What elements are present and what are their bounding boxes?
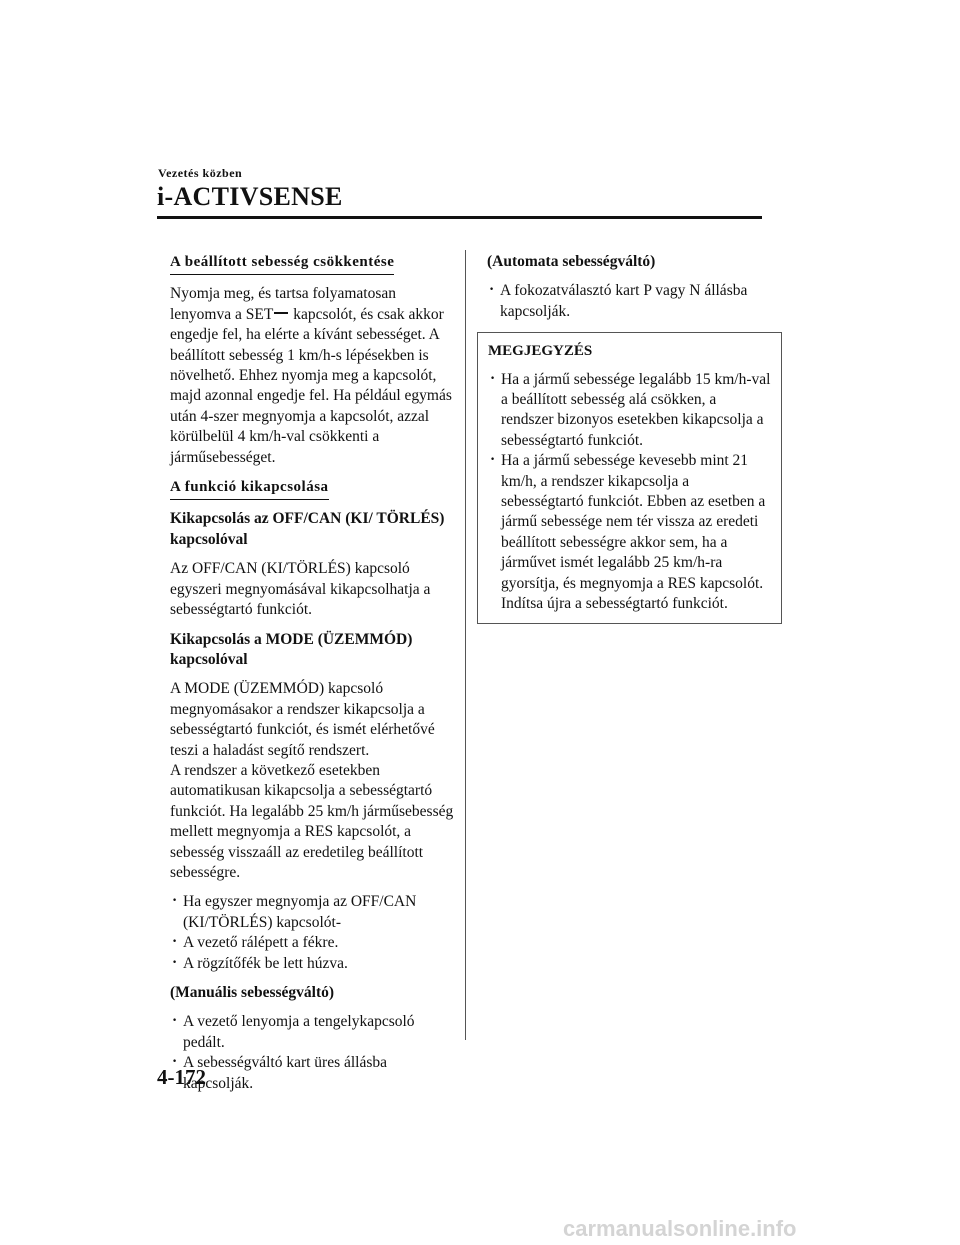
bullet-list-conditions (170, 892, 455, 974)
paragraph-reduce-speed-part2: kapcsolót, és csak akkor engedje fel, ha elérte a kívánt sebességet. A beállított sebesség 1 km/h-s lépésekben is növelhető. Ehhez nyomja meg a kapcsolót, majd azonnal engedje fel. Ha például egymás után 4-szer megnyomja a kapcsolót, azzal körülbelül 4 km/h-val csökkenti a járműsebességet. (170, 305, 452, 466)
paragraph-auto-disable: A rendszer a következő esetekben automatikusan kikapcsolja a sebességtartó funkciót. Ha legalább 25 km/h járműsebesség mellett megnyomja a RES kapcsolót, a sebesség visszaáll az eredetileg beállított sebességre. (170, 761, 454, 881)
paragraph-off-can: Az OFF/CAN (KI/TÖRLÉS) kapcsoló egyszeri megnyomásával kikapcsolhatja a sebességtartó funkciót. (170, 560, 431, 619)
page-number: 4-172 (157, 1065, 206, 1089)
paragraph-mode (170, 679, 455, 883)
section-title: i-ACTIVSENSE (157, 182, 343, 211)
list-item: · A rögzítőfék be lett húzva. (170, 954, 455, 974)
heading-disable-function: A funkció kikapcsolása (170, 477, 329, 500)
paragraph-reduce-speed (170, 284, 455, 468)
paragraph-reduce-speed-part1: Nyomja meg, és tartsa folyamatosan lenyomva a SET (170, 285, 396, 323)
bullet-list-manual (170, 1012, 455, 1094)
left-column (170, 252, 455, 1103)
bullet-list-automatic (487, 281, 762, 322)
list-item: · A vezető rálépett a fékre. (170, 933, 455, 953)
list-item: · A sebességváltó kart üres állásba kapcsolják. (170, 1053, 455, 1094)
paragraph-mode-text: A MODE (ÜZEMMÓD) kapcsoló megnyomásakor a rendszer kikapcsolja a sebességtartó funkciót, és ismét elérhetővé teszi a haladást segítő rendszert. (170, 680, 435, 759)
note-item: · Ha a jármű sebessége kevesebb mint 21 km/h, a rendszer kikapcsolja a sebességtartó funkciót. Ebben az esetben a jármű sebessége nem tér vissza az eredeti beállított sebességre akkor sem, ha a járművet ismét legalább 25 km/h-ra gyorsítja, és megnyomja a RES kapcsolót. Indítsa újra a sebességtartó funkciót. (488, 451, 771, 614)
list-item: · Ha egyszer megnyomja az OFF/CAN (KI/TÖRLÉS) kapcsolót- (170, 892, 455, 933)
subheading-manual-transmission: (Manuális sebességváltó) (170, 984, 335, 1001)
chapter-label: Vezetés közben (158, 166, 243, 180)
minus-icon (274, 312, 288, 314)
right-column (487, 252, 771, 624)
watermark: carmanualsonline.info (563, 1216, 797, 1241)
heading-reduce-speed: A beállított sebesség csökkentése (170, 252, 394, 275)
column-divider (465, 250, 466, 1040)
header-rule (157, 216, 762, 219)
subheading-automatic-transmission: (Automata sebességváltó) (487, 253, 656, 270)
subheading-mode: Kikapcsolás a MODE (ÜZEMMÓD) kapcsolóval (170, 630, 413, 668)
subheading-off-can: Kikapcsolás az OFF/CAN (KI/ TÖRLÉS) kapcsolóval (170, 510, 445, 548)
note-title: MEGJEGYZÉS (488, 343, 593, 360)
note-list (488, 370, 771, 615)
list-item: · A vezető lenyomja a tengelykapcsoló pedált. (170, 1012, 455, 1053)
note-box (477, 332, 782, 623)
list-item: · A fokozatválasztó kart P vagy N állásba kapcsolják. (487, 281, 762, 322)
note-item: · Ha a jármű sebessége legalább 15 km/h-val a beállított sebesség alá csökken, a rendszer bizonyos esetekben kikapcsolja a sebességtartó funkciót. (488, 370, 771, 452)
